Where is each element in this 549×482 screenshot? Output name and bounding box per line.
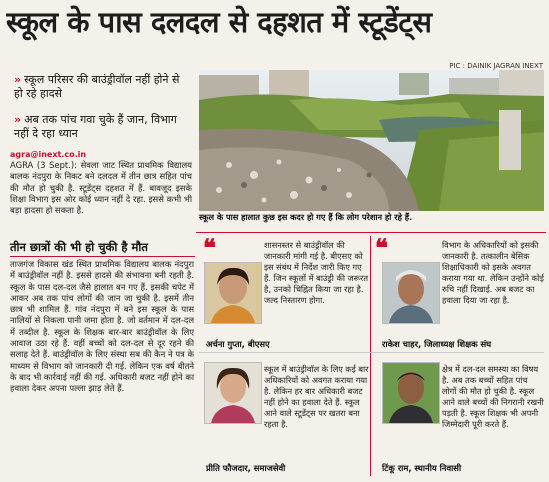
- bullet-point-1: [14, 73, 184, 101]
- avatar: [204, 362, 262, 424]
- intro-paragraph: AGRA (3 Sept.): सेवला जाट स्थित प्राथमिक विद्यालय बालक नंदपुरा के निकट बने दलदल में तीन छात्र सहित पांच की मौत हो चुकी है. स्टूडेंट्स दहशत में हैं. बावजूद इसके शिक्षा विभाग इस ओर कोई ध्यान नहीं दे रहा. इससे कभी भी बड़ा हादसा हो सकता है.: [10, 160, 192, 216]
- portrait-man-icon: [383, 363, 439, 423]
- section-divider: [196, 232, 546, 233]
- chevron-icon: »: [14, 73, 22, 86]
- quote-text: क्षेत्र में दल-दल समस्या का विषय है. अब तक बच्चों सहित पांच लोगों की मौत हो चुकी है. स्कूल आने वाले बच्चों की निगरानी रखनी पड़ती है. स्कूल शिक्षक भी अपनी जिम्मेदारी पूरी करते हैं.: [442, 364, 544, 429]
- chevron-icon: »: [14, 113, 22, 126]
- quote-author: प्रीति फौजदार, समाजसेवी: [206, 463, 286, 473]
- bullet-point-2: [14, 113, 194, 141]
- quote-text: स्कूल में बाउंड्रीवॉल के लिए कई बार अधिकारियों को अवगत कराया गया है. लेकिन हर बार अधिकारी बजट नहीं होने का हवाला देते हैं. स्कूल आने वाले स्टूडेंट्स पर खतरा बना रहता है.: [264, 364, 369, 429]
- avatar: [382, 262, 440, 324]
- quote-author: टिंकू राम, स्थानीय निवासी: [382, 463, 462, 473]
- quote-author: राकेश चाहर, जिलाध्यक्ष शिक्षक संघ: [382, 339, 492, 349]
- avatar: [382, 362, 440, 424]
- portrait-woman-icon: [205, 263, 261, 323]
- reporter-email: agra@inext.co.in: [10, 150, 87, 159]
- quote-text: विभाग के अधिकारियों को इसकी जानकारी है. तत्कालीन बेसिक शिक्षाधिकारी को इसके अवगत कराया गया था. लेकिन उन्होंने कोई रुचि नहीं दिखाई. अब बजट का हवाला दिया जा रहा है.: [442, 240, 544, 305]
- photo-credit: PIC : DAINIK JAGRAN INEXT: [449, 62, 543, 70]
- swamp-photo-image: [199, 70, 544, 211]
- photo-caption: स्कूल के पास हालात कुछ इस कदर हो गए हैं कि लोग परेशान हो रहे हैं.: [199, 212, 413, 222]
- bullet-text: अब तक पांच गवा चुके हैं जान, विभाग नहीं दे रहा ध्यान: [14, 113, 177, 140]
- quote-text: शासनस्तर से बाउंड्रीवॉल की जानकारी मांगी गई है. बीएसए को इस संबंध में निर्देश जारी किए गए हैं. जिन स्कूलों में बाउंड्री की जरूरत है, उनको चिह्नित किया जा रहा है. जल्द निस्तारण होगा.: [264, 240, 368, 305]
- column-divider: [370, 236, 371, 476]
- subheading: तीन छात्रों की भी हो चुकी है मौत: [10, 240, 195, 257]
- quote-author: अर्चना गुप्ता, बीएसए: [206, 339, 270, 349]
- quote-icon: ❝: [375, 233, 388, 262]
- headline: स्कूल के पास दलदल से दहशत में स्टूडेंट्स: [6, 5, 432, 39]
- row-divider: [199, 352, 544, 353]
- portrait-woman-icon: [205, 363, 261, 423]
- bullet-text: स्कूल परिसर की बाउंड्रीवॉल नहीं होने से हो रहे हादसे: [14, 73, 180, 100]
- body-paragraph: ताजगंज विकास खंड स्थित प्राथमिक विद्यालय बालक नंदपुरा में बाउंड्रीवॉल नहीं है. इससे हादसे की संभावना बनी रहती है. स्कूल के पास दल-दल जैसे हालात बन गए हैं. इसकी चपेट में आकर अब तक पांच लोगों की जान जा चुकी है. इसमें तीन छात्र भी शामिल हैं. गांव नंदपुरा में बने इस स्कूल के पास नालियों से निकला पानी जमा होता है. जो वर्तमान में दल-दल में तब्दील है. स्कूल के शिक्षक बार-बार बाउंड्रीवॉल के लिए आवाज उठा रहे हैं. वहीं बच्चों को दल-दल से दूर रहने की सलाह देते हैं. बाउंड्रीवॉल के लिए संस्था सब की कैन ने पत्र के माध्यम से विभाग को जानकारी दी गई. लेकिन एक वर्ष बीतने के बाद भी कार्रवाई नहीं की गई. अधिकारी बजट नहीं होने का हवाला देकर अपना पल्ला झाड़ लेते हैं.: [10, 259, 194, 394]
- news-photo: [199, 70, 544, 211]
- portrait-man-icon: [383, 263, 439, 323]
- quote-icon: ❝: [203, 233, 216, 262]
- avatar: [204, 262, 262, 324]
